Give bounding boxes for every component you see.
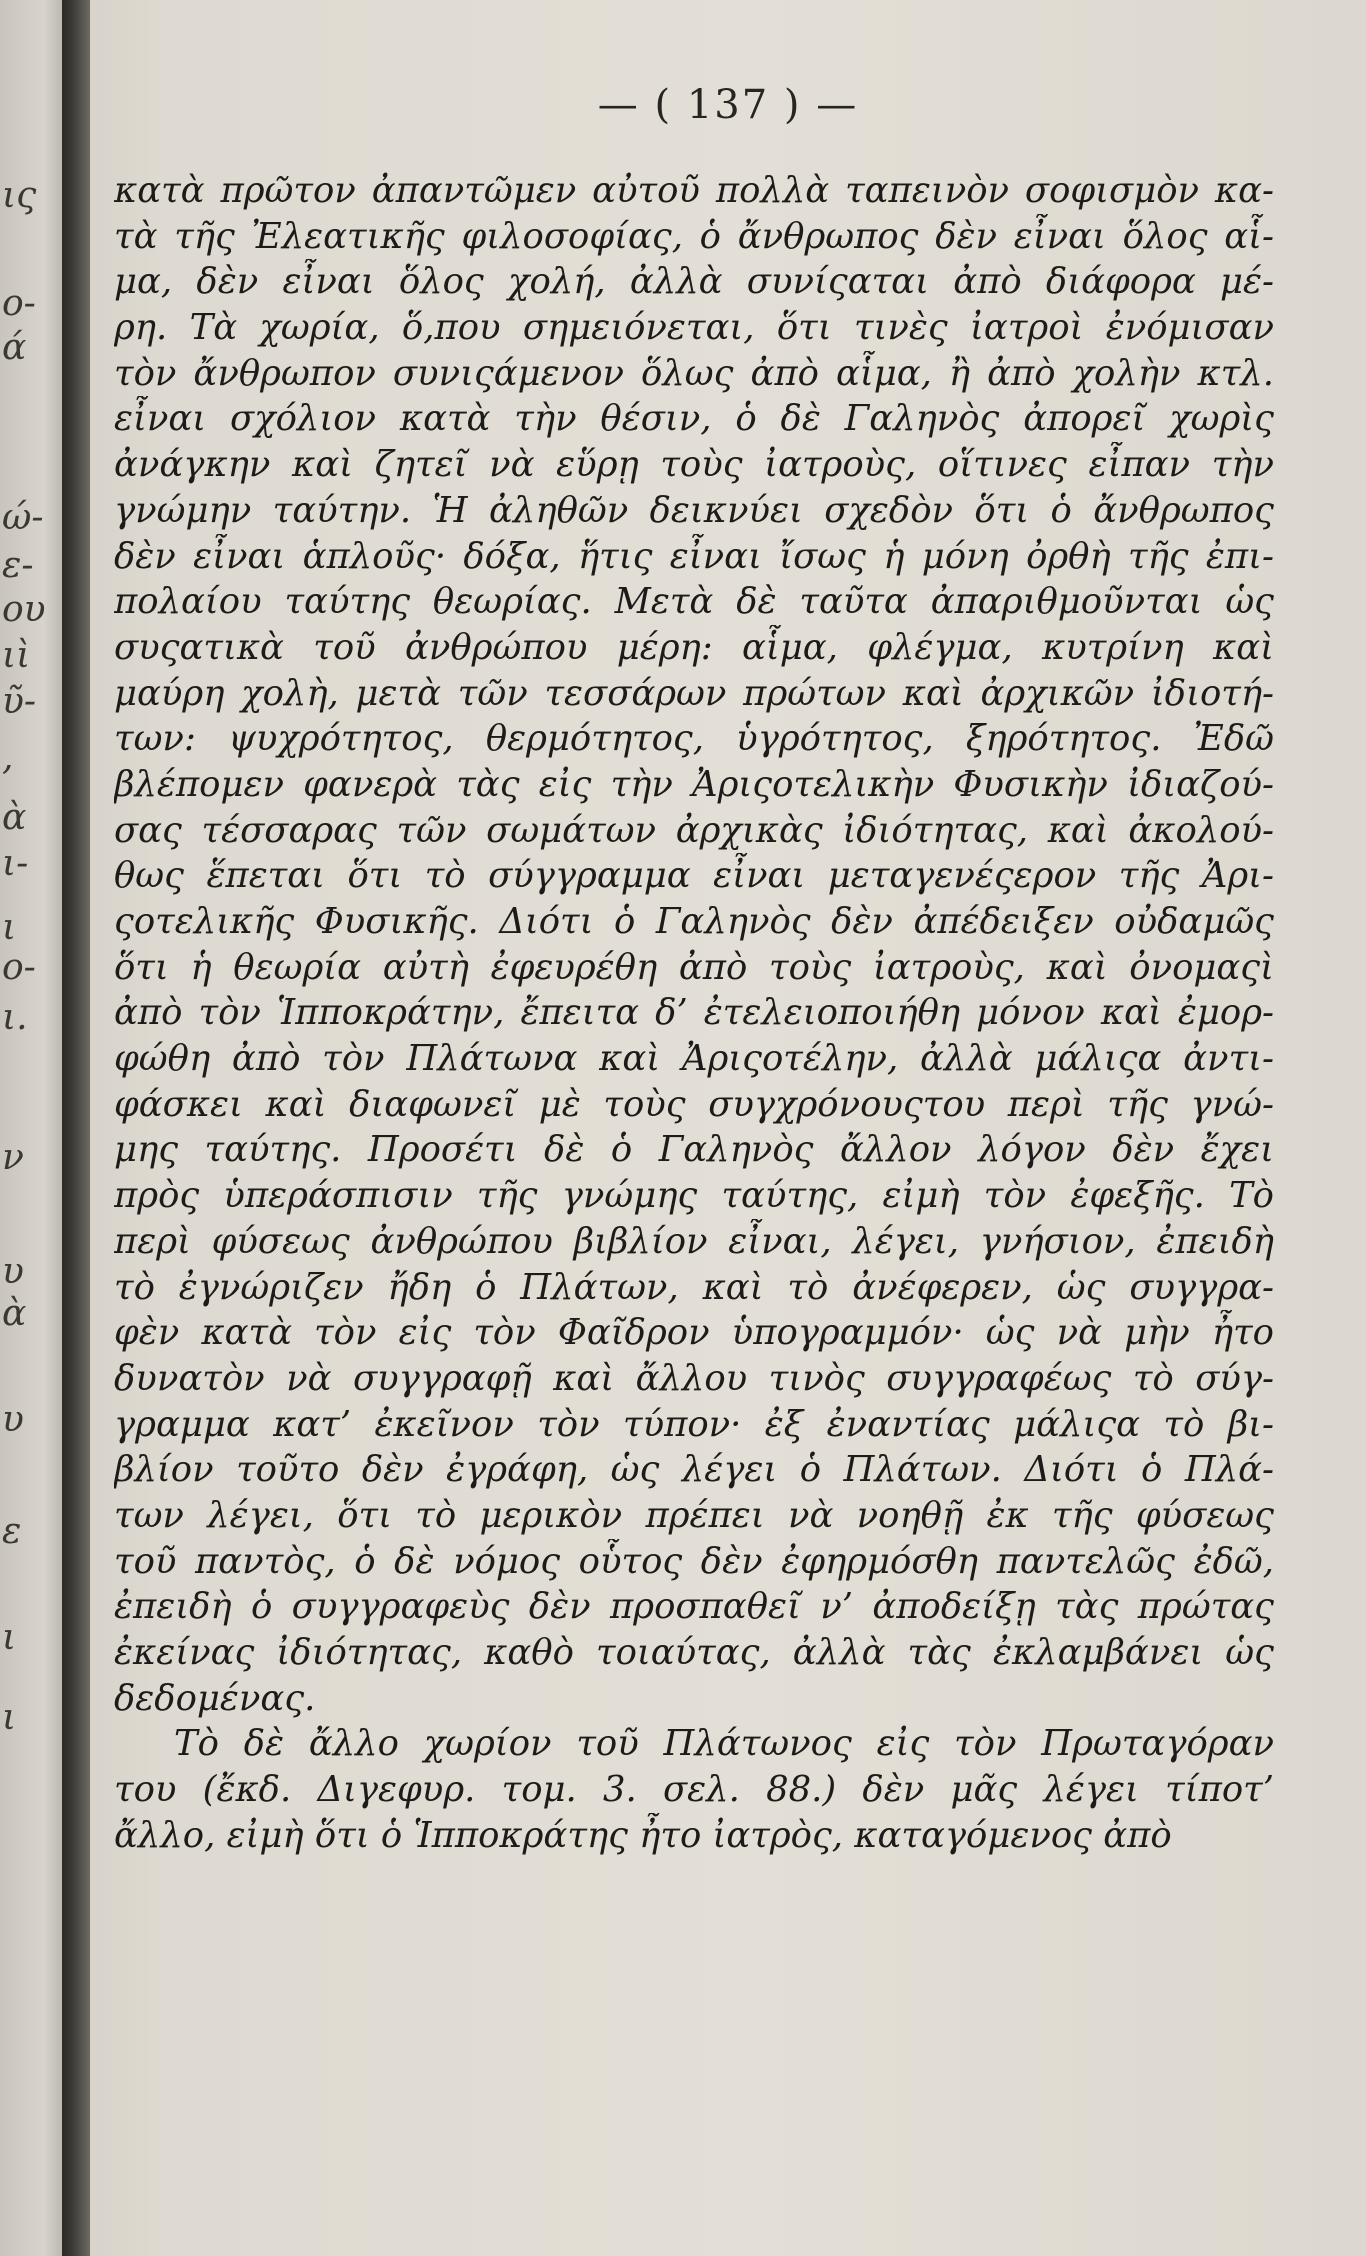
margin-fragment: ι.	[2, 997, 28, 1038]
text-line: γραμμα κατ’ ἐκεῖνον τὸν τύπον· ἐξ ἐναντίας μάλιςα τὸ βι-	[114, 1403, 1274, 1445]
text-line: φάσκει καὶ διαφωνεῖ μὲ τοὺς συγχρόνουςτου περὶ τῆς γνώ-	[114, 1083, 1274, 1125]
margin-fragment: ι-	[2, 843, 29, 884]
margin-fragment: ιὶ	[2, 635, 31, 676]
text-line: κατὰ πρῶτον ἀπαντῶμεν αὐτοῦ πολλὰ ταπεινὸν σοφισμὸν κα-	[114, 170, 1274, 211]
text-line: πολαίου ταύτης θεωρίας. Μετὰ δὲ ταῦτα ἀπαριθμοῦνται ὡς	[114, 581, 1274, 623]
margin-fragment: ῦ-	[2, 681, 37, 722]
text-line: τὸν ἄνθρωπον συνιςάμενον ὅλως ἀπὸ αἷμα, ἢ ἀπὸ χολὴν κτλ.	[114, 352, 1274, 394]
margin-fragment: ι	[2, 907, 17, 948]
margin-fragment: ά	[2, 327, 27, 368]
text-line: τὰ τῆς Ἐλεατικῆς φιλοσοφίας, ὁ ἄνθρωπος δὲν εἶναι ὅλος αἷ-	[114, 215, 1274, 257]
text-line: ςοτελικῆς Φυσικῆς. Διότι ὁ Γαληνὸς δὲν ἀπέδειξεν οὐδαμῶς	[114, 901, 1274, 942]
margin-fragment: ι	[2, 1697, 17, 1738]
text-line: μαύρη χολὴ, μετὰ τῶν τεσσάρων πρώτων καὶ ἀρχικῶν ἰδιοτή-	[114, 672, 1274, 714]
text-line: δὲν εἶναι ἁπλοῦς· δόξα, ἥτις εἶναι ἴσως ἡ μόνη ὀρθὴ τῆς ἐπι-	[114, 535, 1274, 577]
margin-fragment: ώ-	[2, 497, 44, 538]
text-line: σας τέσσαρας τῶν σωμάτων ἀρχικὰς ἰδιότητας, καὶ ἀκολού-	[114, 809, 1274, 851]
margin-fragment: ο-	[2, 947, 36, 988]
text-line: δυνατὸν νὰ συγγραφῇ καὶ ἄλλου τινὸς συγγραφέως τὸ σύγ-	[114, 1357, 1274, 1399]
text-line: ἄλλο, εἰμὴ ὅτι ὁ Ἱπποκράτης ἦτο ἰατρὸς, καταγόμενος ἀπὸ	[114, 1814, 1172, 1856]
margin-fragment: υ	[2, 1251, 24, 1292]
text-line: εἶναι σχόλιον κατὰ τὴν θέσιν, ὁ δὲ Γαληνὸς ἀπορεῖ χωρὶς	[114, 398, 1274, 440]
text-line: Τὸ δὲ ἄλλο χωρίον τοῦ Πλάτωνος εἰς τὸν Πρωταγόραν	[174, 1723, 1274, 1765]
text-line: μης ταύτης. Προσέτι δὲ ὁ Γαληνὸς ἄλλον λόγον δὲν ἔχει	[114, 1129, 1274, 1171]
margin-fragment: ὰ	[2, 1293, 27, 1334]
text-line: ἀπὸ τὸν Ἱπποκράτην, ἔπειτα δ’ ἐτελειοποιήθη μόνον καὶ ἐμορ-	[114, 992, 1274, 1034]
margin-fragment: ις	[2, 175, 37, 216]
text-line: ἐπειδὴ ὁ συγγραφεὺς δὲν προσπαθεῖ ν’ ἀποδείξῃ τὰς πρώτας	[114, 1586, 1274, 1628]
text-line: ἐκείνας ἰδιότητας, καθὸ τοιαύτας, ἀλλὰ τὰς ἐκλαμβάνει ὡς	[114, 1632, 1274, 1673]
text-line: βλέπομεν φανερὰ τὰς εἰς τὴν Ἀριςοτελικὴν Φυσικὴν ἰδιαζού-	[114, 763, 1274, 805]
text-line: του (ἔκδ. Διγεφυρ. τομ. 3. σελ. 88.) δὲν μᾶς λέγει τίποτ’	[114, 1769, 1274, 1811]
text-line: των λέγει, ὅτι τὸ μερικὸν πρέπει νὰ νοηθῇ ἐκ τῆς φύσεως	[114, 1494, 1274, 1536]
margin-fragment: ο-	[2, 283, 36, 324]
book-page	[90, 0, 1366, 2256]
margin-fragment: ε-	[2, 545, 34, 586]
text-line: τὸ ἐγνώριζεν ἤδη ὁ Πλάτων, καὶ τὸ ἀνέφερεν, ὡς συγγρα-	[114, 1266, 1274, 1308]
text-line: θως ἕπεται ὅτι τὸ σύγγραμμα εἶναι μεταγενέςερον τῆς Ἀρι-	[114, 855, 1274, 897]
text-line: δεδομένας.	[114, 1677, 316, 1719]
text-line: πρὸς ὑπεράσπισιν τῆς γνώμης ταύτης, εἰμὴ τὸν ἐφεξῆς. Τὸ	[114, 1175, 1274, 1217]
text-line: φὲν κατὰ τὸν εἰς τὸν Φαῖδρον ὑπογραμμόν· ὡς νὰ μὴν ἦτο	[114, 1312, 1274, 1354]
margin-fragment: ὰ	[2, 797, 27, 838]
text-line: ὅτι ἡ θεωρία αὐτὴ ἐφευρέθη ἀπὸ τοὺς ἰατροὺς, καὶ ὀνομαςὶ	[114, 946, 1274, 988]
text-line: συςατικὰ τοῦ ἀνθρώπου μέρη: αἷμα, φλέγμα, κυτρίνη καὶ	[114, 626, 1274, 668]
text-line: μα, δὲν εἶναι ὅλος χολή, ἀλλὰ συνίςαται ἀπὸ διάφορα μέ-	[114, 261, 1274, 303]
body-text	[114, 168, 1274, 1858]
page-number: — ( 137 ) —	[597, 82, 859, 128]
text-line: γνώμην ταύτην. Ἡ ἀληθῶν δεικνύει σχεδὸν ὅτι ὁ ἄνθρωπος	[114, 489, 1274, 531]
text-line: ρη. Τὰ χωρία, ὅ,που σημειόνεται, ὅτι τινὲς ἰατροὶ ἐνόμισαν	[114, 307, 1274, 349]
margin-fragment: ,	[2, 737, 14, 778]
text-line: περὶ φύσεως ἀνθρώπου βιβλίον εἶναι, λέγει, γνήσιον, ἐπειδὴ	[114, 1220, 1274, 1262]
margin-fragment: ι	[2, 1617, 17, 1658]
text-line: τοῦ παντὸς, ὁ δὲ νόμος οὗτος δὲν ἐφηρμόσθη παντελῶς ἐδῶ,	[114, 1540, 1274, 1582]
text-line: βλίον τοῦτο δὲν ἐγράφη, ὡς λέγει ὁ Πλάτων. Διότι ὁ Πλά-	[114, 1449, 1274, 1491]
text-line: των: ψυχρότητος, θερμότητος, ὑγρότητος, ξηρότητος. Ἐδῶ	[114, 718, 1274, 760]
book-gutter	[62, 0, 90, 2256]
margin-fragment: υ	[2, 1399, 24, 1440]
text-line: φώθη ἀπὸ τὸν Πλάτωνα καὶ Ἀριςοτέλην, ἀλλὰ μάλιςα ἀντι-	[114, 1038, 1274, 1080]
text-line: ἀνάγκην καὶ ζητεῖ νὰ εὕρῃ τοὺς ἰατροὺς, οἵτινες εἶπαν τὴν	[114, 444, 1274, 486]
margin-fragment: ε	[2, 1511, 22, 1552]
margin-fragment: ου	[2, 589, 46, 630]
previous-page-edge	[0, 0, 62, 2256]
margin-fragment: ν	[2, 1137, 24, 1178]
